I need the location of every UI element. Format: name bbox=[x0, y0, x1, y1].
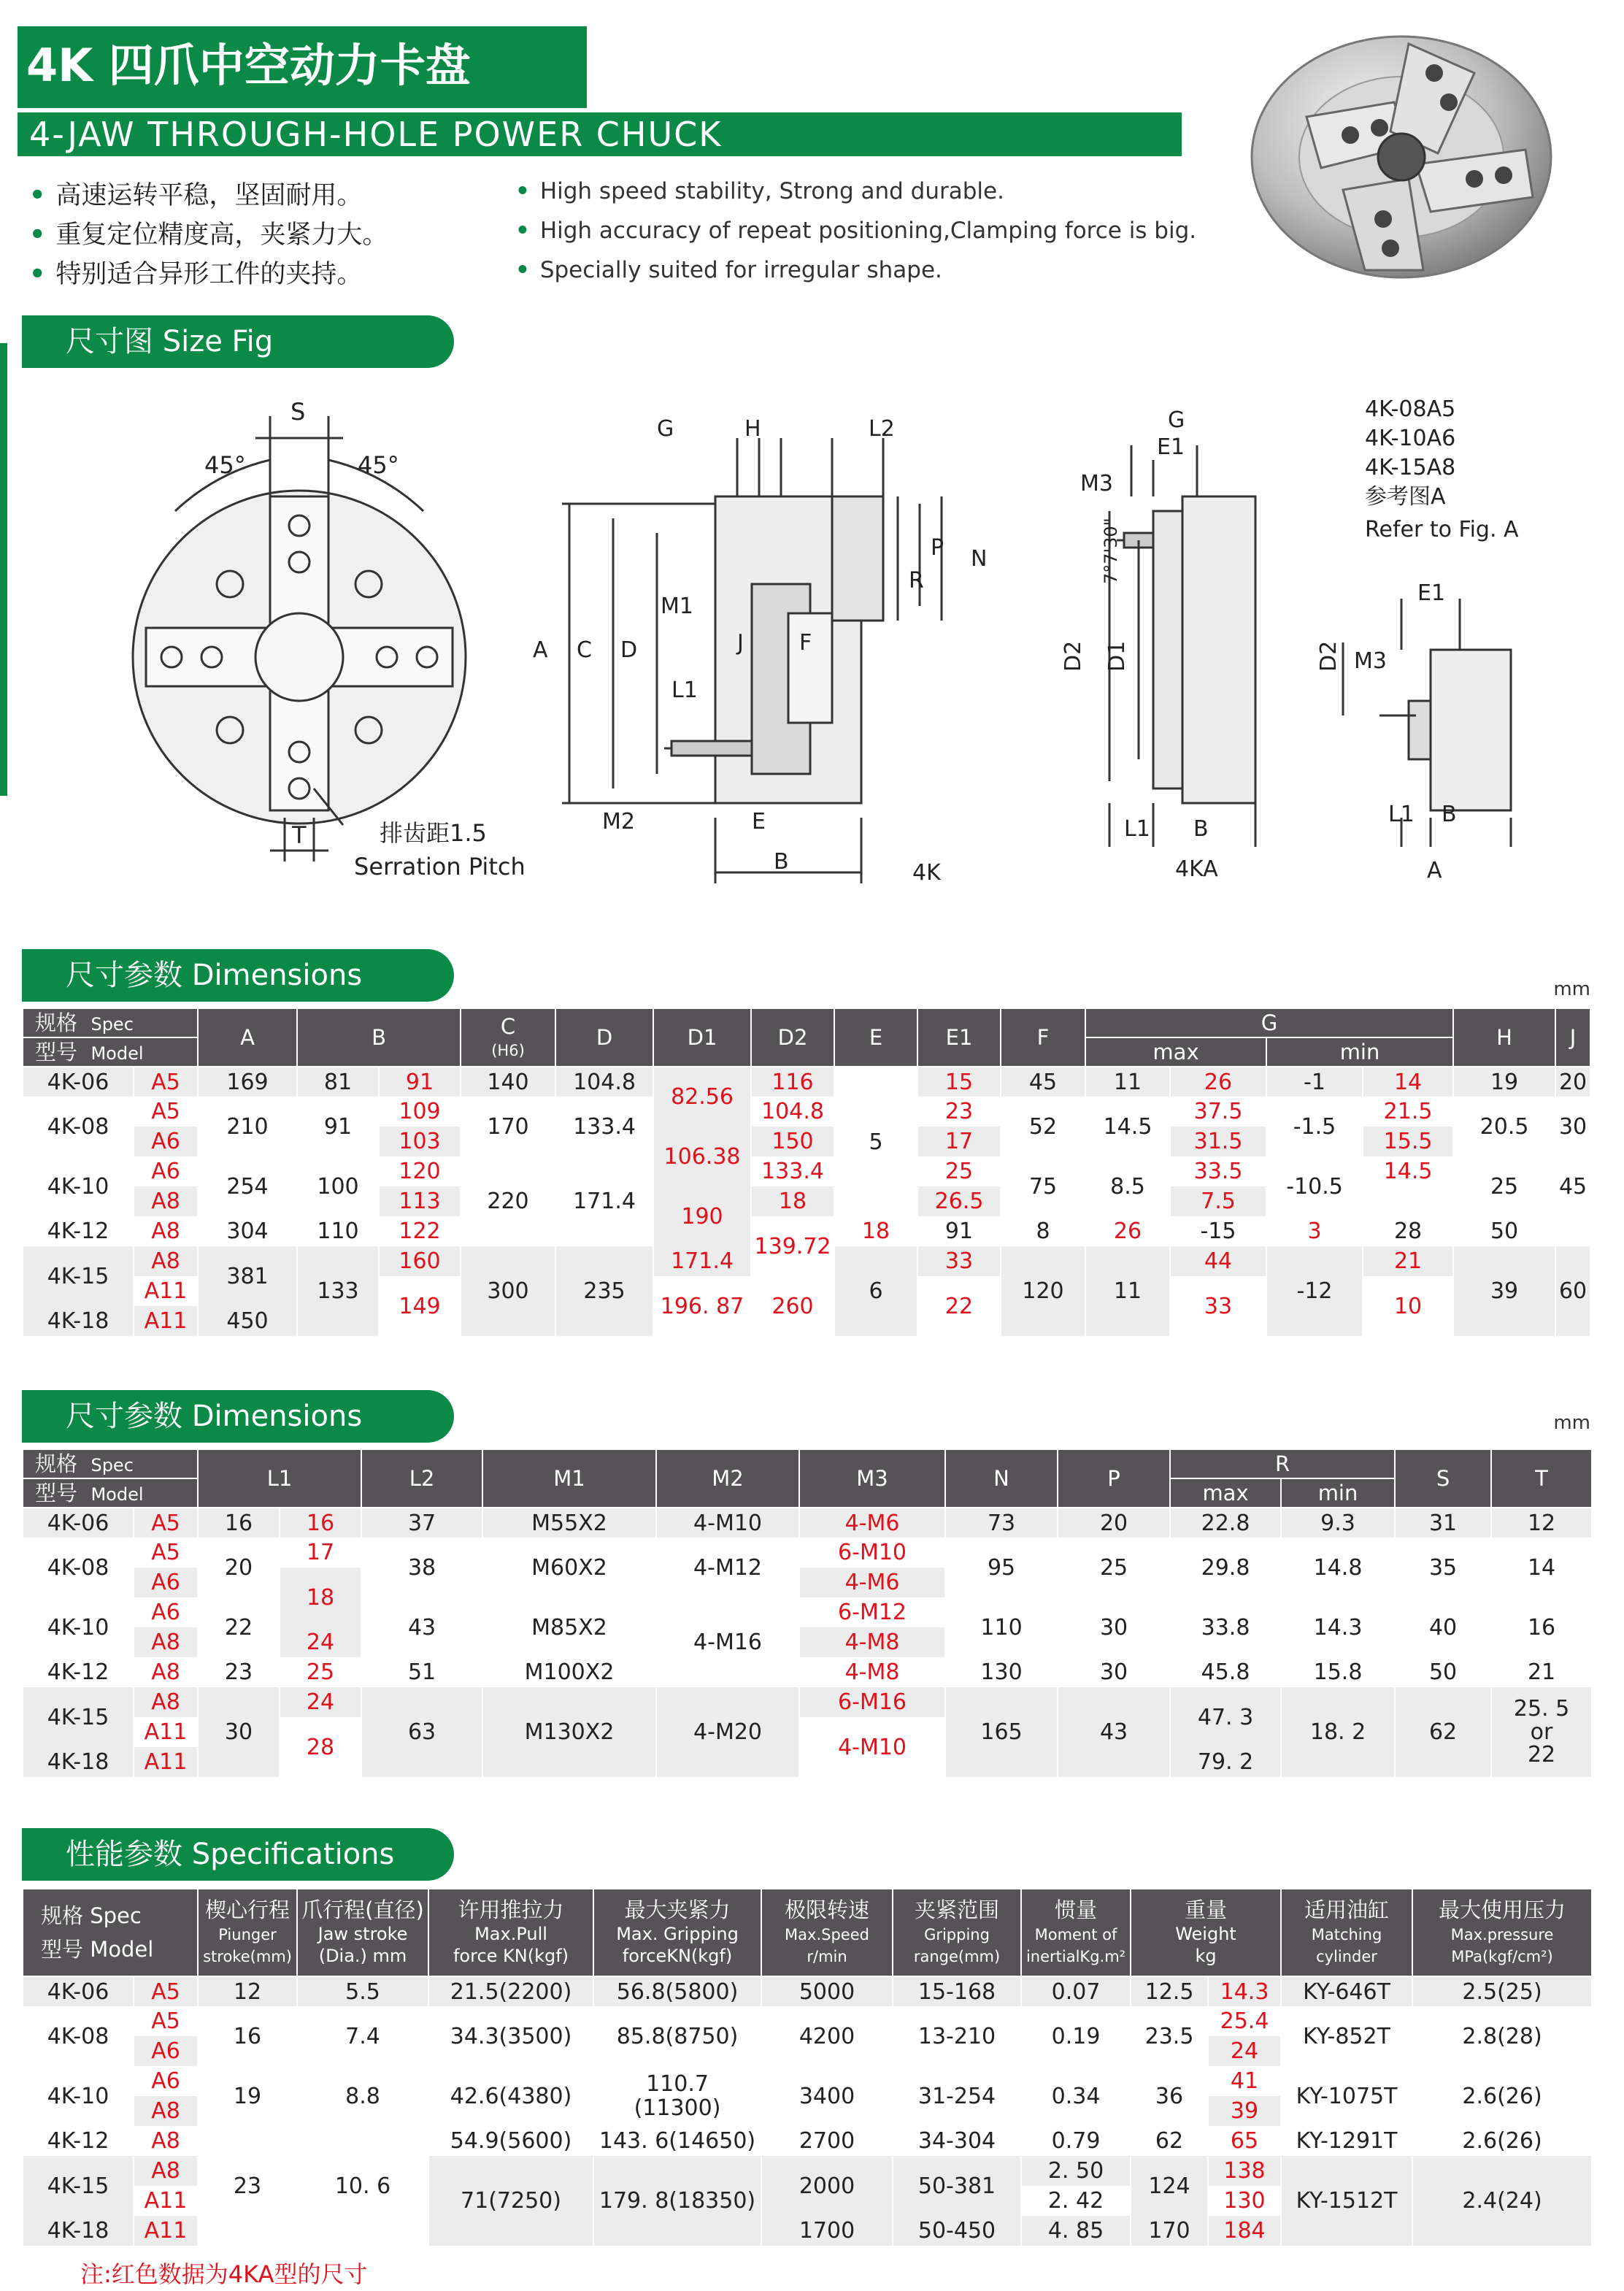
caption-4k: 4K bbox=[912, 860, 941, 886]
fig-a-note-3: 4K-15A8 bbox=[1365, 455, 1456, 480]
table-row: A6 103 106.38 150 17 31.5 15.5 bbox=[23, 1127, 1590, 1156]
table-row: 4K-12 A8 23 10. 6 54.9(5600) 143. 6(14650) 2700 34-304 0.79 62 65 KY-1291T 2.6(26) bbox=[23, 2126, 1592, 2156]
table-row: 4K-08 A5 210 91 109 170 133.4 104.8 23 52 14.5 37.5 -1.5 21.5 20.5 30 bbox=[23, 1097, 1590, 1127]
dimensions-table-1 bbox=[22, 1008, 1591, 1336]
label-m2: M2 bbox=[602, 809, 635, 834]
header2-l2: L2 bbox=[361, 1449, 482, 1508]
table-row: 4K-10 A6 22 43 M85X2 4-M16 6-M12 110 30 33.8 14.3 40 16 bbox=[23, 1597, 1592, 1627]
feature-en-2: • High accuracy of repeat positioning,Clamping force is big. bbox=[515, 218, 1197, 244]
label-j: J bbox=[737, 630, 744, 656]
label-l2: L2 bbox=[869, 416, 895, 442]
header2-spec: 规格 Spec bbox=[23, 1449, 198, 1478]
header-d2: D2 bbox=[751, 1008, 834, 1067]
fig-a-note-1: 4K-08A5 bbox=[1365, 396, 1456, 422]
side-view-4ka-drawing bbox=[1061, 394, 1299, 905]
label-ka-b: B bbox=[1193, 816, 1209, 842]
table-row: A6 18 4-M6 bbox=[23, 1567, 1592, 1597]
header3-inertia: 惯量 Moment of inertialKg.m² bbox=[1021, 1889, 1131, 1976]
caption-a: A bbox=[1427, 858, 1442, 883]
feature-en-3: • Specially suited for irregular shape. bbox=[515, 257, 942, 283]
header-f: F bbox=[1001, 1008, 1085, 1067]
table-row: 4K-06 A5 16 16 37 M55X2 4-M10 4-M6 73 20 22.8 9.3 31 12 bbox=[23, 1508, 1592, 1538]
left-accent-bar bbox=[0, 343, 7, 796]
table-row: A11 2. 42 130 bbox=[23, 2186, 1592, 2216]
header-b: B bbox=[297, 1008, 461, 1067]
table-row: 4K-15 A8 30 24 63 M130X2 4-M20 6-M16 165 43 47. 3 18. 2 62 25. 5 or 22 bbox=[23, 1687, 1592, 1717]
table-row: 4K-10 A6 254 100 120 220 171.4 133.4 25 75 8.5 33.5 -10.5 14.5 25 45 bbox=[23, 1156, 1590, 1186]
fig-a-note-2: 4K-10A6 bbox=[1365, 426, 1456, 451]
header-j: J bbox=[1555, 1008, 1590, 1067]
table-row: 4K-06 A5 12 5.5 21.5(2200) 56.8(5800) 5000 15-168 0.07 12.5 14.3 KY-646T 2.5(25) bbox=[23, 1976, 1592, 2006]
header2-m2: M2 bbox=[656, 1449, 799, 1508]
header2-p: P bbox=[1058, 1449, 1170, 1508]
grip-cell-multi: 110.7 (11300) bbox=[593, 2066, 761, 2126]
label-a-l1: L1 bbox=[1388, 802, 1415, 827]
table-row: A6 24 bbox=[23, 2036, 1592, 2066]
header-d: D bbox=[555, 1008, 653, 1067]
header-g-max: max bbox=[1085, 1037, 1266, 1067]
dimensions-table-2 bbox=[22, 1448, 1593, 1777]
header3-spec: 规格 Spec 型号 Model bbox=[23, 1889, 198, 1976]
table-row: 4K-18 A11 1700 50-450 4. 85 170 184 bbox=[23, 2216, 1592, 2246]
header-spec: 规格 Spec bbox=[23, 1008, 198, 1037]
header2-model: 型号 Model bbox=[23, 1478, 198, 1508]
fig-a-note-5: Refer to Fig. A bbox=[1365, 517, 1519, 542]
label-f: F bbox=[799, 630, 812, 656]
label-ka-l1: L1 bbox=[1124, 816, 1150, 842]
page-subtitle: 4-JAW THROUGH-HOLE POWER CHUCK bbox=[29, 115, 723, 154]
label-n: N bbox=[971, 546, 988, 572]
header2-m1: M1 bbox=[482, 1449, 656, 1508]
header2-r-max: max bbox=[1170, 1478, 1281, 1508]
table-row: A8 39 bbox=[23, 2096, 1592, 2126]
table-row: 4K-18 A11 450 bbox=[23, 1306, 1590, 1336]
header2-l1: L1 bbox=[198, 1449, 361, 1508]
header-e: E bbox=[834, 1008, 917, 1067]
table-row: 4K-12 A8 304 110 122 139.72 18 91 8 26 -15 3 28 50 bbox=[23, 1216, 1590, 1246]
feature-cn-1: • 高速运转平稳，坚固耐用。 bbox=[29, 181, 363, 210]
caption-4ka: 4KA bbox=[1175, 856, 1218, 882]
table-row: 4K-15 A8 71(7250) 179. 8(18350) 2000 50-381 2. 50 124 138 KY-1512T 2.4(24) bbox=[23, 2156, 1592, 2186]
label-a: A bbox=[533, 637, 548, 663]
header3-max-speed: 极限转速 Max.Speed r/min bbox=[761, 1889, 893, 1976]
label-ka-d2: D2 bbox=[1061, 640, 1086, 672]
table-row: 4K-08 A5 16 7.4 34.3(3500) 85.8(8750) 4200 13-210 0.19 23.5 25.4 KY-852T 2.8(28) bbox=[23, 2006, 1592, 2036]
feature-cn-2: • 重复定位精度高，夹紧力大。 bbox=[29, 220, 388, 250]
header-model: 型号 Model bbox=[23, 1037, 198, 1067]
table-row: A8 113 190 18 26.5 7.5 bbox=[23, 1186, 1590, 1216]
table-row: A11 28 4-M10 bbox=[23, 1717, 1592, 1747]
label-a-m3: M3 bbox=[1354, 648, 1387, 674]
header2-r: R bbox=[1170, 1449, 1395, 1478]
label-s: S bbox=[290, 398, 306, 426]
header-e1: E1 bbox=[917, 1008, 1001, 1067]
header-g-min: min bbox=[1266, 1037, 1453, 1067]
unit-label-2: mm bbox=[1553, 1412, 1590, 1434]
label-e: E bbox=[752, 809, 766, 834]
header3-jaw-stroke: 爪行程(直径) Jaw stroke (Dia.) mm bbox=[297, 1889, 428, 1976]
label-ka-m3: M3 bbox=[1080, 471, 1113, 496]
header2-t: T bbox=[1491, 1449, 1592, 1508]
footnote: 注:红色数据为4KA型的尺寸 bbox=[80, 2260, 368, 2288]
label-serration-cn: 排齿距1.5 bbox=[380, 819, 487, 847]
label-ka-g: G bbox=[1168, 407, 1185, 433]
header2-m3: M3 bbox=[799, 1449, 945, 1508]
section-dimensions-1: 尺寸参数 Dimensions bbox=[22, 949, 454, 1002]
table-row: A11 149 196. 87 260 22 33 10 bbox=[23, 1276, 1590, 1306]
header3-cylinder: 适用油缸 Matching cylinder bbox=[1281, 1889, 1412, 1976]
header-d1: D1 bbox=[653, 1008, 751, 1067]
header3-max-pressure: 最大使用压力 Max.pressure MPa(kgf/cm²) bbox=[1412, 1889, 1592, 1976]
label-h: H bbox=[744, 416, 761, 442]
feature-en-1: • High speed stability, Strong and durable. bbox=[515, 178, 1004, 204]
label-ka-e1: E1 bbox=[1157, 434, 1185, 460]
table-row: 4K-06 A5 169 81 91 140 104.8 82.56 116 5 15 45 11 26 -1 14 19 20 bbox=[23, 1067, 1590, 1097]
label-g: G bbox=[657, 416, 674, 442]
label-l1: L1 bbox=[671, 678, 698, 703]
side-view-4k-drawing bbox=[526, 409, 1036, 905]
header-a: A bbox=[198, 1008, 297, 1067]
header2-s: S bbox=[1395, 1449, 1491, 1508]
table-row: 4K-15 A8 381 133 160 300 235 171.4 6 33 120 11 44 -12 21 39 60 bbox=[23, 1246, 1590, 1276]
header-c: C (H6) bbox=[461, 1008, 555, 1067]
specifications-table bbox=[22, 1888, 1593, 2246]
figure-a-drawing bbox=[1314, 394, 1562, 898]
front-view-drawing bbox=[131, 394, 569, 898]
table-row: A8 24 4-M8 bbox=[23, 1627, 1592, 1657]
label-p: P bbox=[931, 535, 944, 561]
header-g: G bbox=[1085, 1008, 1453, 1037]
header2-n: N bbox=[945, 1449, 1058, 1508]
section-specifications: 性能参数 Specifications bbox=[22, 1828, 454, 1881]
header3-weight: 重量 Weight kg bbox=[1131, 1889, 1281, 1976]
table-row: 4K-10 A6 19 8.8 42.6(4380) 110.7 (11300) 3400 31-254 0.34 36 41 KY-1075T 2.6(26) bbox=[23, 2066, 1592, 2096]
label-t: T bbox=[292, 821, 307, 849]
label-a-e1: E1 bbox=[1417, 580, 1446, 606]
label-c: C bbox=[577, 637, 592, 663]
label-serration-en: Serration Pitch bbox=[354, 853, 526, 880]
feature-cn-3: • 特别适合异形工件的夹持。 bbox=[29, 260, 363, 289]
header3-gripping-range: 夹紧范围 Gripping range(mm) bbox=[893, 1889, 1021, 1976]
table-row: 4K-08 A5 20 17 38 M60X2 4-M12 6-M10 95 25 29.8 14.8 35 14 bbox=[23, 1538, 1592, 1567]
page-title: 4K 四爪中空动力卡盘 bbox=[26, 39, 471, 92]
header2-r-min: min bbox=[1281, 1478, 1395, 1508]
label-angle-left: 45° bbox=[204, 451, 246, 479]
header3-pull-force: 许用推拉力 Max.Pull force KN(kgf) bbox=[428, 1889, 593, 1976]
label-b: B bbox=[774, 849, 789, 875]
label-d: D bbox=[620, 637, 638, 663]
table-row: 4K-12 A8 23 25 51 M100X2 4-M8 130 30 45.8 15.8 50 21 bbox=[23, 1657, 1592, 1687]
section-dimensions-2: 尺寸参数 Dimensions bbox=[22, 1390, 454, 1443]
section-size-fig: 尺寸图 Size Fig bbox=[22, 315, 454, 368]
label-a-d2: D2 bbox=[1316, 640, 1342, 672]
label-m1: M1 bbox=[661, 594, 693, 619]
label-ka-angle: 7°7'30" bbox=[1101, 518, 1121, 584]
header-h: H bbox=[1453, 1008, 1555, 1067]
label-angle-right: 45° bbox=[358, 451, 399, 479]
header3-plunger: 楔心行程 Piunger stroke(mm) bbox=[198, 1889, 297, 1976]
label-a-b: B bbox=[1442, 802, 1457, 827]
product-image bbox=[1241, 29, 1562, 292]
table-row: 4K-18 A11 79. 2 bbox=[23, 1747, 1592, 1777]
label-ka-d1: D1 bbox=[1104, 640, 1130, 672]
label-r: R bbox=[909, 568, 924, 594]
unit-label-1: mm bbox=[1553, 978, 1590, 1000]
t-cell-multi: 25. 5 or 22 bbox=[1491, 1687, 1592, 1777]
header3-gripping-force: 最大夹紧力 Max. Gripping forceKN(kgf) bbox=[593, 1889, 761, 1976]
fig-a-note-4: 参考图A bbox=[1365, 484, 1446, 510]
